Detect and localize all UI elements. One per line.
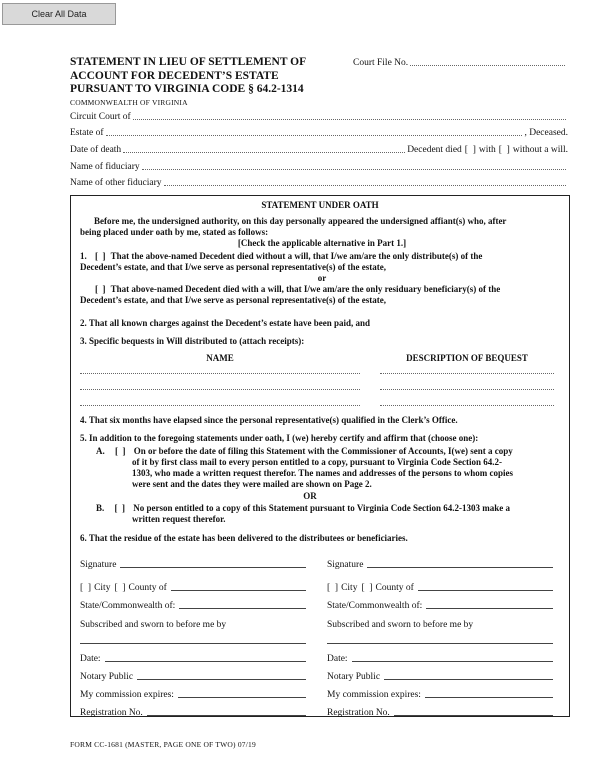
item-6: 6. That the residue of the estate has been delivered to the distributees or beneficiaries. [80, 533, 408, 543]
court-file-label: Court File No. [353, 58, 409, 68]
signature-row [327, 553, 555, 570]
item-5a-line-3: 1303, who made a written request therefor. The names and addresses of the persons to whom copies [132, 468, 513, 478]
date-label: Date: [327, 654, 348, 664]
commission-field[interactable] [178, 697, 306, 698]
intro-line-2: being placed under oath by me, stated as follows: [80, 227, 269, 237]
item-5b-checkbox[interactable]: [ ] [114, 503, 126, 513]
notary-label: Notary Public [327, 672, 381, 682]
intro-line-1: Before me, the undersigned authority, on this day personally appeared the undersigned affiant(s) who, after [94, 216, 507, 226]
item-5a-line-4: were sent and the dates they were mailed are shown on Page 2. [132, 479, 372, 489]
city-county-row [80, 570, 308, 593]
notary-label: Notary Public [80, 672, 134, 682]
state-label: State/Commonwealth of: [327, 601, 423, 611]
item-1a-line-1: That the above-named Decedent died without a will, that I/we am/are the only distribute(s) of the [110, 251, 483, 261]
item-5a-line-2: of it by first class mail to every person entitled to a copy, pursuant to Virginia Code Section 64.2- [132, 457, 502, 467]
form-title [70, 56, 306, 97]
fiduciary-row [70, 162, 568, 172]
date-of-death-field[interactable] [123, 152, 405, 153]
date-row [80, 646, 308, 664]
item-1 [80, 251, 564, 306]
notary-row [80, 664, 308, 682]
signature-block-right [327, 553, 555, 718]
city-county-field[interactable] [418, 590, 553, 591]
item-5b [96, 503, 562, 525]
with-label: with [478, 145, 496, 155]
item-5a [96, 446, 562, 490]
title-line-2: ACCOUNT FOR DECEDENT’S ESTATE [70, 69, 279, 82]
commonwealth-label: COMMONWEALTH OF VIRGINIA [70, 98, 188, 107]
bequest-name-field[interactable] [80, 389, 360, 390]
signature-block-left [80, 553, 308, 718]
city-label: City [94, 583, 111, 593]
date-field[interactable] [352, 661, 553, 662]
item-5a-label: A. [96, 446, 105, 456]
estate-of-label: Estate of [70, 128, 104, 138]
item-5a-line-1: On or before the date of filing this Statement with the Commissioner of Accounts, I(we) sent a copy [133, 446, 513, 456]
or-label-2: OR [303, 491, 317, 501]
commission-label: My commission expires: [327, 690, 421, 700]
registration-label: Registration No. [80, 708, 143, 718]
state-label: State/Commonwealth of: [80, 601, 176, 611]
date-field[interactable] [105, 661, 306, 662]
registration-field[interactable] [147, 715, 306, 716]
date-label: Date: [80, 654, 101, 664]
estate-row [70, 128, 568, 138]
oath-intro [80, 216, 564, 249]
signature-row [80, 553, 308, 570]
item-1b-checkbox[interactable]: [ ] [95, 284, 106, 294]
title-line-3: PURSUANT TO VIRGINIA CODE § 64.2-1314 [70, 83, 304, 95]
sworn-label: Subscribed and sworn to before me by [327, 620, 474, 630]
registration-row [80, 700, 308, 718]
item-1a-line-2: Decedent’s estate, and that I/we serve as personal representative(s) of the estate, [80, 262, 387, 272]
col-description: DESCRIPTION OF BEQUEST [406, 353, 528, 363]
signature-field[interactable] [120, 567, 306, 568]
notary-field[interactable] [384, 679, 553, 680]
registration-field[interactable] [394, 715, 553, 716]
bequest-name-field[interactable] [80, 373, 360, 374]
fiduciary-field[interactable] [142, 169, 566, 170]
city-label: City [341, 583, 358, 593]
with-checkbox[interactable]: [ ] [464, 145, 476, 155]
bequest-desc-field[interactable] [380, 405, 554, 406]
item-3: 3. Specific bequests in Will distributed to (attach receipts): [80, 336, 305, 346]
form-id: FORM CC-1681 (MASTER, PAGE ONE OF TWO) 07/19 [70, 740, 256, 749]
commission-row [80, 682, 308, 700]
date-of-death-row [70, 145, 568, 155]
state-field[interactable] [426, 608, 553, 609]
circuit-court-field[interactable] [133, 119, 566, 120]
signature-label: Signature [327, 560, 364, 570]
circuit-court-row [70, 112, 568, 122]
deceased-label: , Deceased. [524, 128, 568, 138]
without-label: without a will. [512, 145, 568, 155]
bequest-desc-field[interactable] [380, 373, 554, 374]
notary-field[interactable] [137, 679, 306, 680]
sworn-row [80, 611, 308, 630]
item-4: 4. That six months have elapsed since the personal representative(s) qualified in the Clerk’s Office. [80, 415, 458, 425]
city-checkbox[interactable]: [ ] [80, 583, 92, 593]
commission-field[interactable] [425, 697, 553, 698]
other-fiduciary-row [70, 178, 568, 188]
other-fiduciary-field[interactable] [164, 185, 566, 186]
county-label: County of [375, 583, 414, 593]
state-row [327, 593, 555, 611]
without-checkbox[interactable]: [ ] [498, 145, 510, 155]
item-5b-line-2: written request therefor. [132, 514, 226, 524]
state-row [80, 593, 308, 611]
signature-label: Signature [80, 560, 117, 570]
col-name: NAME [206, 353, 234, 363]
circuit-court-label: Circuit Court of [70, 112, 131, 122]
item-1a-checkbox[interactable]: [ ] [95, 251, 106, 261]
county-label: County of [128, 583, 167, 593]
item-1b-line-1: That above-named Decedent died with a will, that I/we am/are the only residuary beneficiary(s) of the [110, 284, 501, 294]
title-line-1: STATEMENT IN LIEU OF SETTLEMENT OF [70, 56, 307, 68]
date-row [327, 646, 555, 664]
oath-heading: STATEMENT UNDER OATH [261, 200, 379, 210]
commission-label: My commission expires: [80, 690, 174, 700]
registration-row [327, 700, 555, 718]
item-5: 5. In addition to the foregoing statements under oath, I (we) hereby certify and affirm that (choose one): [80, 433, 479, 443]
registration-label: Registration No. [327, 708, 390, 718]
city-county-field[interactable] [171, 590, 306, 591]
bequest-desc-field[interactable] [380, 389, 554, 390]
signature-field[interactable] [367, 567, 553, 568]
fiduciary-label: Name of fiduciary [70, 162, 140, 172]
item-2: 2. That all known charges against the Decedent’s estate have been paid, and [80, 318, 371, 328]
city-checkbox[interactable]: [ ] [327, 583, 339, 593]
court-file-row [353, 58, 567, 68]
city-county-row [327, 570, 555, 593]
bequest-name-field[interactable] [80, 405, 360, 406]
sworn-label: Subscribed and sworn to before me by [80, 620, 227, 630]
item-1-number: 1. [80, 251, 87, 261]
sworn-field[interactable] [80, 643, 306, 644]
notary-row [327, 664, 555, 682]
county-checkbox[interactable]: [ ] [361, 583, 373, 593]
item-5b-line-1: No person entitled to a copy of this Statement pursuant to Virginia Code Section 64.2-1303 make a [133, 503, 511, 513]
county-checkbox[interactable]: [ ] [114, 583, 126, 593]
sworn-row [327, 611, 555, 630]
item-5b-label: B. [96, 503, 105, 513]
sworn-line-row [327, 630, 555, 646]
sworn-field[interactable] [327, 643, 553, 644]
decedent-died-label: Decedent died [407, 145, 462, 155]
other-fiduciary-label: Name of other fiduciary [70, 178, 162, 188]
sworn-line-row [80, 630, 308, 646]
commission-row [327, 682, 555, 700]
state-field[interactable] [179, 608, 306, 609]
estate-of-field[interactable] [106, 135, 523, 136]
item-5a-checkbox[interactable]: [ ] [115, 446, 126, 456]
item-1b-line-2: Decedent’s estate, and that I/we serve as personal representative(s) of the estate, [80, 295, 387, 305]
court-file-field[interactable] [410, 65, 565, 66]
clear-all-data-button[interactable]: Clear All Data [2, 3, 116, 25]
date-of-death-label: Date of death [70, 145, 122, 155]
or-label: or [317, 273, 327, 283]
check-note: [Check the applicable alternative in Part 1.] [237, 238, 407, 248]
